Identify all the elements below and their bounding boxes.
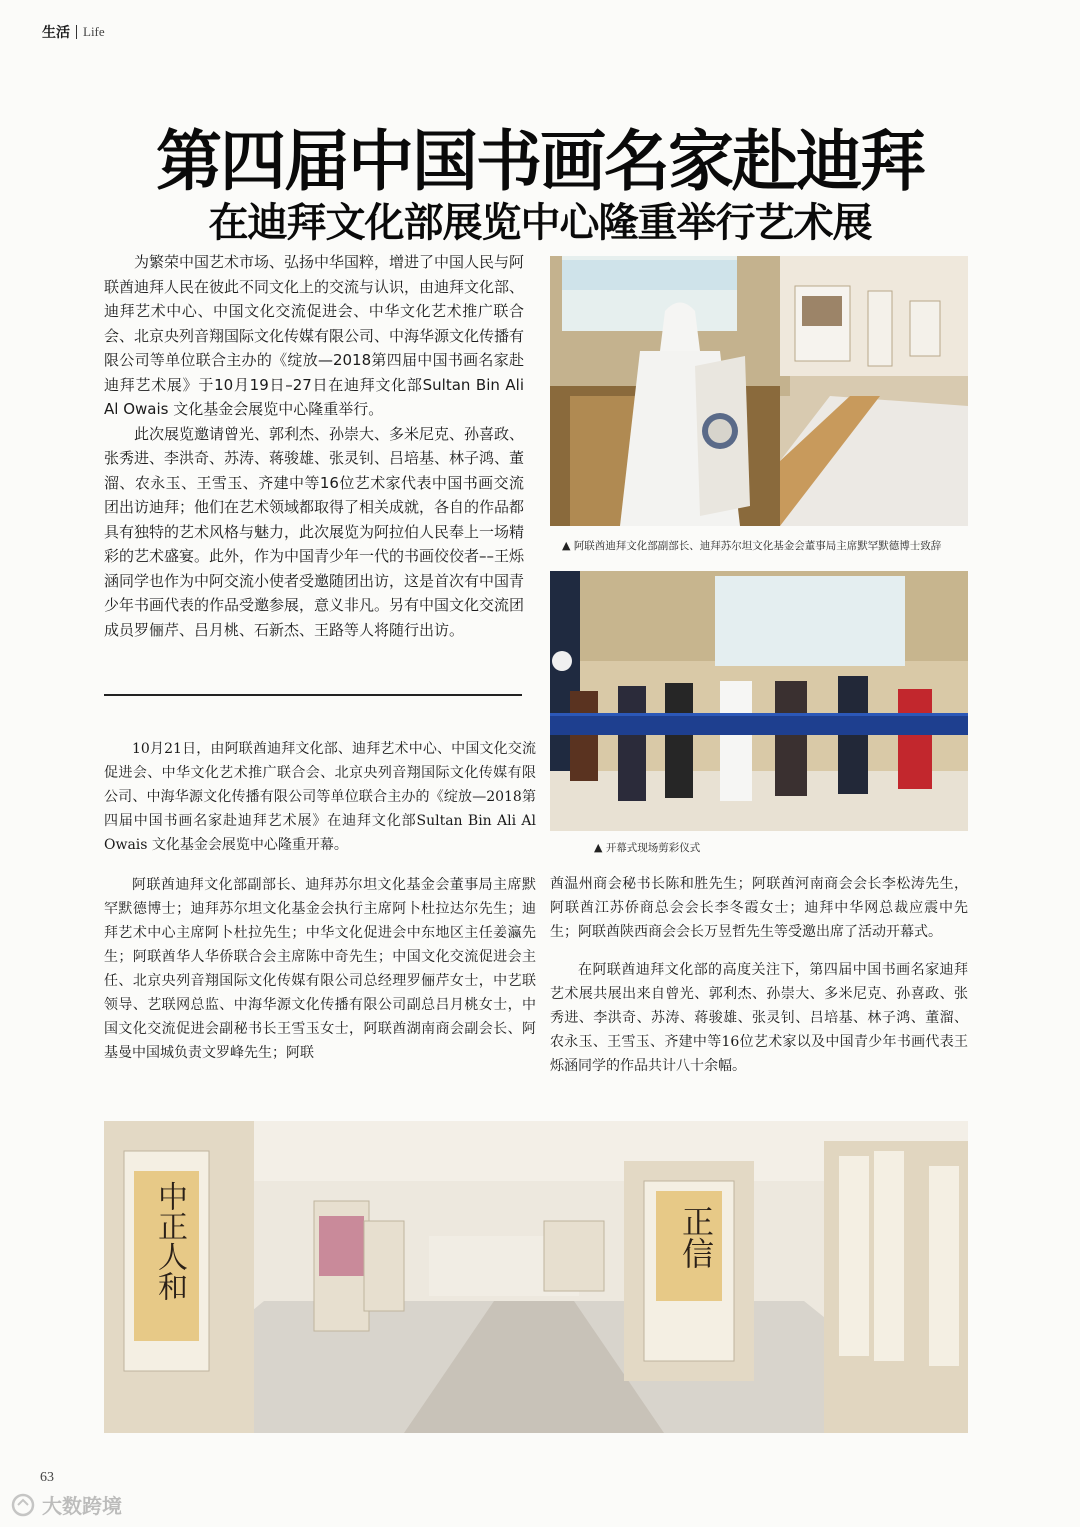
page-number: 63 [40,1470,54,1485]
intro-block [104,250,524,642]
header-divider [76,25,77,39]
photo-ribbon-cutting [550,571,968,831]
section-header [42,22,105,42]
article-title: 第四届中国书画名家赴迪拜 [156,123,924,200]
watermark-logo-icon [10,1492,36,1518]
calligraphy-scroll-center: 正信 [677,1205,715,1269]
body-paragraph-guests: 阿联酋迪拜文化部副部长、迪拜苏尔坦文化基金会董事局主席默罕默德博士；迪拜苏尔坦文化基金会执行主席阿卜杜拉达尔先生；迪拜艺术中心主席阿卜杜拉先生；中华文化促进会中东地区主任姜瀛先生；阿联酋华人华侨联合会主席陈中奇先生；中国文化交流促进会主任、北京央列音翔国际文化传媒有限公司总经理罗俪芹女士，中艺联领导、艺联网总监、中海华源文化传播有限公司副总吕月桃女士，中国文化交流促进会副秘书长王雪玉女士，阿联酋湖南商会副会长、阿基曼中国城负责文罗峰先生；阿联 [104,877,536,1061]
intro-paragraph-1: 为繁荣中国艺术市场、弘扬中华国粹，增进了中国人民与阿联酋迪拜人民在彼此不同文化上的交流与认识，由迪拜文化部、迪拜艺术中心、中国文化交流促进会、中华文化艺术推广联合会、北京央列音翔国际文化传媒有限公司、中海华源文化传播有限公司等单位联合主办的《绽放—2018第四届中国书画名家赴迪拜艺术展》于10月19日–27日在迪拜文化部Sultan Bin Ali Al Owais 文化基金会展览中心隆重举行。 [104,253,525,418]
section-divider [104,694,522,696]
watermark [10,1490,122,1519]
caption-speech [562,538,941,553]
caption-marker-icon: ▲ [594,841,603,854]
body-paragraph-works: 在阿联酋迪拜文化部的高度关注下，第四届中国书画名家迪拜艺术展共展出来自曾光、郭利杰、孙崇大、多米尼克、孙喜政、张秀进、李洪奇、苏涛、蒋骏雄、张灵钊、吕培基、林子鸿、董溜、农永玉、王雪玉、齐建中等16位艺术家以及中国青少年书画代表王烁涵同学的作品共计八十余幅。 [550,962,968,1074]
section-label-zh: 生活 [42,25,70,41]
calligraphy-scroll-left: 中正人和 [152,1181,187,1301]
body-column-right [550,872,968,1092]
caption-speech-text: 阿联酋迪拜文化部副部长、迪拜苏尔坦文化基金会董事局主席默罕默德博士致辞 [573,540,942,552]
intro-paragraph-2: 此次展览邀请曾光、郭利杰、孙崇大、多米尼克、孙喜政、张秀进、李洪奇、苏涛、蒋骏雄、张灵钊、吕培基、林子鸿、董溜、农永玉、王雪玉、齐建中等16位艺术家代表中国书画交流团出访迪拜；他们在艺术领域都取得了相关成就，各自的作品都具有独特的艺术风格与魅力，此次展览为阿拉伯人民奉上一场精彩的艺术盛宴。此外，作为中国青少年一代的书画佼佼者––王烁涵同学也作为中阿交流小使者受邀随团出访，这是首次有中国青少年书画代表的作品受邀参展，意义非凡。另有中国文化交流团成员罗俪芹、吕月桃、石新杰、王路等人将随行出访。 [104,424,525,639]
body-paragraph-guests-cont: 酋温州商会秘书长陈和胜先生；阿联酋河南商会会长李松涛先生，阿联酋江苏侨商总会会长李冬霞女士；迪拜中华网总裁应震中先生；阿联酋陕西商会会长万昱哲先生等受邀出席了活动开幕式。 [550,876,968,940]
caption-marker-icon: ▲ [562,539,571,552]
body-column-left [104,737,536,1081]
caption-ribbon-text: 开幕式现场剪彩仪式 [605,842,701,854]
section-label-en: Life [83,24,105,39]
body-paragraph-opening: 10月21日，由阿联酋迪拜文化部、迪拜艺术中心、中国文化交流促进会、中华文化艺术推广联合会、北京央列音翔国际文化传媒有限公司、中海华源文化传播有限公司等单位联合主办的《绽放—2018第四届中国书画名家赴迪拜艺术展》在迪拜文化部Sultan Bin Ali Al Owais 文化基金会展览中心隆重开幕。 [104,741,536,853]
article-subtitle: 在迪拜文化部展览中心隆重举行艺术展 [208,200,872,246]
caption-ribbon [594,840,700,855]
photo-exhibition-hall [104,1121,968,1433]
photo-speech [550,256,968,526]
watermark-text: 大数跨境 [42,1494,122,1518]
